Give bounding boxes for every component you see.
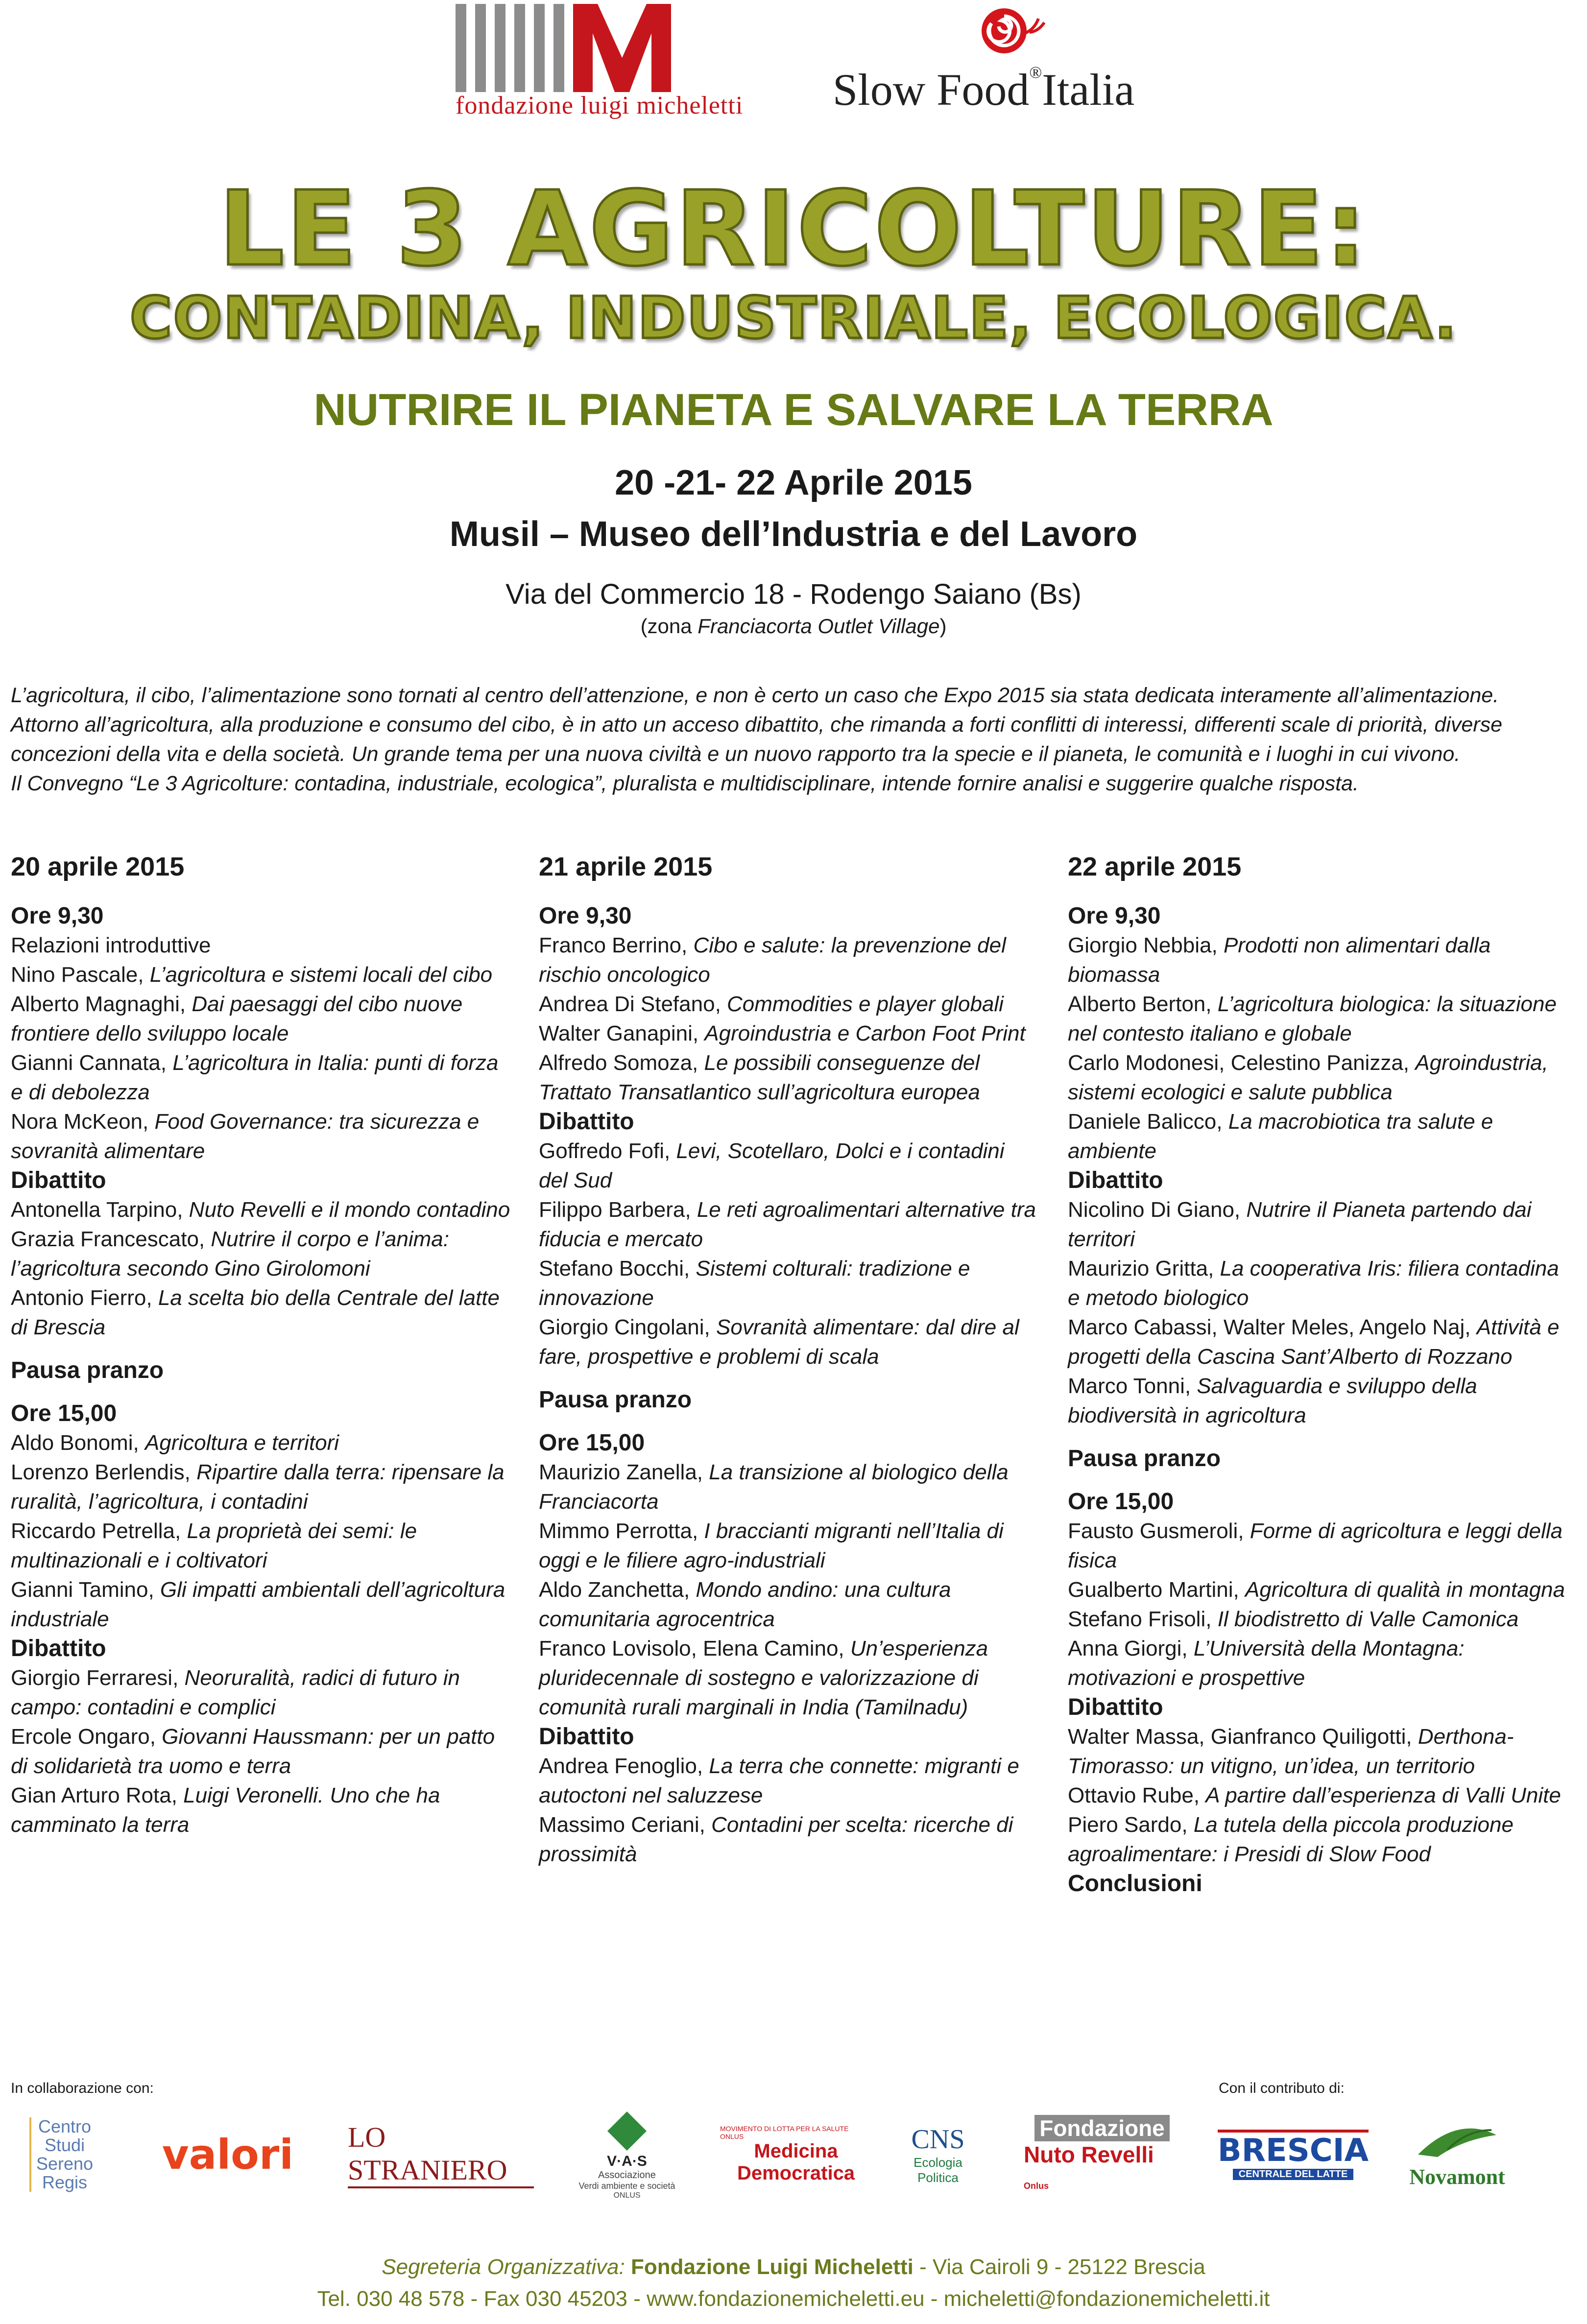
talk-title: Gli impatti ambientali dell’agricoltura industriale [11,1578,505,1631]
sub-title: CONTADINA, INDUSTRIALE, ECOLOGICA. [129,284,1458,352]
event-venue: Musil – Museo dell’Industria e del Lavoro [449,515,1138,554]
fondazione-bars-mark [456,4,686,92]
speaker-name: Franco Lovisolo, Elena Camino, [539,1636,850,1660]
speaker-name: Filippo Barbera, [539,1198,697,1222]
program-entry [539,1752,1038,1810]
program-entry [539,1254,1038,1313]
spacer [1068,1473,1567,1487]
collaboration-label: In collaborazione con: [11,2080,154,2096]
program-entry [539,990,1038,1019]
program-entry [11,1663,510,1722]
talk-title: Agricoltura e territori [144,1431,339,1455]
program-entry [1068,1195,1567,1254]
program-day-1 [11,850,510,1840]
speaker-name: Nora McKeon, [11,1110,155,1134]
talk-title: La scelta bio della Centrale del latte di Brescia [11,1286,500,1339]
speaker-name: Riccardo Petrella, [11,1519,187,1543]
speaker-name: Ottavio Rube, [1068,1783,1206,1807]
program-entry [1068,1722,1567,1781]
speaker-name: Maurizio Gritta, [1068,1257,1220,1281]
talk-title: Agricoltura di qualità in montagna [1245,1578,1565,1602]
session-heading: Dibattito [1068,1167,1163,1193]
speaker-name: Daniele Balicco, [1068,1110,1228,1134]
speaker-name: Stefano Frisoli, [1068,1607,1218,1631]
talk-title: Food Governance: tra sicurezza e sovranità alimentare [11,1110,480,1163]
speaker-name: Andrea Fenoglio, [539,1754,709,1778]
talk-title: Cibo e salute: la prevenzione del rischio oncologico [539,933,1006,987]
speaker-name: Nino Pascale, [11,963,150,987]
session-heading: Pausa pranzo [1068,1446,1221,1471]
fondazione-micheletti-logo [456,4,749,117]
talk-title: Le possibili conseguenze del Trattato Transatlantico sull’agricoltura europea [539,1051,980,1104]
program-entry [1068,1313,1567,1372]
talk-title: Contadini per scelta: ricerche di prossimità [539,1813,1013,1866]
program-entry [11,1722,510,1781]
day-title: 21 aprile 2015 [539,852,713,881]
program-entry [11,1458,510,1517]
talk-title: Nutrire il Pianeta partendo dai territori [1068,1198,1532,1251]
session-heading: Dibattito [1068,1694,1163,1720]
program-entry [539,1458,1038,1517]
speaker-name: Andrea Di Stefano, [539,992,727,1016]
program-entry [11,1428,510,1458]
talk-title: Prodotti non alimentari dalla biomassa [1068,933,1491,987]
talk-title: La cooperativa Iris: filiera contadina e metodo biologico [1068,1257,1559,1310]
speaker-name: Nicolino Di Giano, [1068,1198,1247,1222]
program-entry [539,1019,1038,1048]
speaker-name: Stefano Bocchi, [539,1257,696,1281]
vas-leaf-icon [602,2109,651,2153]
talk-title: La terra che connette: migranti e autoctoni nel saluzzese [539,1754,1019,1807]
day-title: 20 aprile 2015 [11,852,185,881]
talk-title: La macrobiotica tra salute e ambiente [1068,1110,1493,1163]
speaker-name: Giorgio Ferraresi, [11,1666,185,1690]
program-entry [1068,1634,1567,1693]
program-entry [11,1517,510,1575]
talk-title: Agroindustria, sistemi ecologici e salute pubblica [1068,1051,1548,1104]
speaker-name: Carlo Modonesi, Celestino Panizza, [1068,1051,1416,1075]
talk-title: Dai paesaggi del cibo nuove frontiere dello sviluppo locale [11,992,463,1045]
program-entry [1068,1575,1567,1605]
event-address: Via del Commercio 18 - Rodengo Saiano (Bs) [505,578,1082,610]
program-entry [1068,1605,1567,1634]
spacer [1068,1430,1567,1444]
session-heading: Dibattito [11,1167,106,1193]
program-entry [1068,1372,1567,1430]
speaker-name: Anna Giorgi, [1068,1636,1194,1660]
talk-title: Un’esperienza pluridecennale di sostegno e valorizzazione di comunità rurali marginali in India (Tamilnadu) [539,1636,988,1719]
talk-title: L’agricoltura e sistemi locali del cibo [149,963,493,987]
fondazione-m-mark [573,4,671,92]
session-heading: Dibattito [11,1636,106,1661]
speaker-name: Antonella Tarpino, [11,1198,189,1222]
vas-logo: V·A·S Associazione Verdi ambiente e società ONLUS [563,2106,691,2204]
spacer [539,1372,1038,1385]
snail-icon [970,4,1053,58]
session-heading: Ore 9,30 [11,903,104,929]
day-title: 22 aprile 2015 [1068,852,1242,881]
speaker-name: Alfredo Somoza, [539,1051,704,1075]
session-heading: Ore 15,00 [539,1430,645,1456]
speaker-name: Maurizio Zanella, [539,1460,709,1484]
centrale-latte-brescia-logo: BRESCIA CENTRALE DEL LATTE [1220,2106,1367,2204]
spacer [11,1385,510,1399]
speaker-name: Gualberto Martini, [1068,1578,1245,1602]
speaker-name: Gian Arturo Rota, [11,1783,184,1807]
slowfood-name: Slow Food®Italia [833,64,1135,115]
program-entry [539,1195,1038,1254]
talk-title: Commodities e player globali [727,992,1004,1016]
session-heading: Ore 9,30 [1068,903,1161,929]
speaker-name: Giorgio Cingolani, [539,1315,716,1339]
program-entry [539,1137,1038,1195]
speaker-name: Goffredo Fofi, [539,1139,676,1163]
talk-title: Sistemi colturali: tradizione e innovazione [539,1257,970,1310]
footer-secretariat: Segreteria Organizzativa: Fondazione Luigi Micheletti - Via Cairoli 9 - 25122 Brescia [382,2255,1205,2279]
intro-line: Attorno all’agricoltura, alla produzione e consumo del cibo, è in atto un acceso dibattito, che rimanda a forti conflitti di interessi, differenti scale di priorità, diverse [11,713,1503,736]
intro-line: L’agricoltura, il cibo, l’alimentazione sono tornati al centro dell’attenzione, e non è certo un caso che Expo 2015 sia stata dedicata interamente all’alimentazione. [11,684,1499,707]
medicina-democratica-logo: MOVIMENTO DI LOTTA PER LA SALUTE ONLUS Medicina Democratica [720,2125,855,2184]
intro-paragraph [11,681,1578,798]
talk-title: Luigi Veronelli. Uno che ha camminato la terra [11,1783,440,1837]
program-entry [1068,1107,1567,1166]
program-entry [1068,1048,1567,1107]
footer-contacts[interactable]: Tel. 030 48 578 - Fax 030 45203 - www.fondazionemicheletti.eu - micheletti@fondazionemicheletti.it [317,2287,1270,2311]
program-entry [11,960,510,990]
program-entry [539,1048,1038,1107]
session-heading: Pausa pranzo [539,1387,692,1413]
speaker-name: Ercole Ongaro, [11,1725,162,1749]
session-heading: Pausa pranzo [11,1357,164,1383]
program-entry [539,1313,1038,1372]
speaker-name: Antonio Fierro, [11,1286,158,1310]
fondazione-nuto-revelli-logo: Fondazione Nuto Revelli Onlus [1024,2106,1180,2204]
speaker-name: Alberto Magnaghi, [11,992,192,1016]
talk-title: I braccianti migranti nell’Italia di oggi e le filiere agro-industriali [539,1519,1004,1572]
talk-title: Giovanni Haussmann: per un patto di solidarietà tra uomo e terra [11,1725,495,1778]
speaker-name: Lorenzo Berlendis, [11,1460,197,1484]
program-entry [539,1517,1038,1575]
talk-title: L’Università della Montagna: motivazioni e prospettive [1068,1636,1465,1690]
program-entry [11,1195,510,1225]
session-note: Relazioni introduttive [11,933,211,957]
tagline: NUTRIRE IL PIANETA E SALVARE LA TERRA [313,385,1274,435]
program-entry [539,1634,1038,1722]
program-entry [1068,1810,1567,1869]
speaker-name: Piero Sardo, [1068,1813,1194,1837]
event-dates: 20 -21- 22 Aprile 2015 [615,463,972,502]
speaker-name: Alberto Berton, [1068,992,1218,1016]
talk-title: L’agricoltura biologica: la situazione nel contesto italiano e globale [1068,992,1557,1045]
talk-title: Sovranità alimentare: dal dire al fare, prospettive e problemi di scala [539,1315,1019,1369]
speaker-name: Massimo Ceriani, [539,1813,712,1837]
talk-title: Attività e progetti della Cascina Sant’Alberto di Rozzano [1068,1315,1560,1369]
talk-title: La tutela della piccola produzione agroalimentare: i Presidi di Slow Food [1068,1813,1514,1866]
talk-title: La transizione al biologico della Franciacorta [539,1460,1009,1514]
talk-title: A partire dall’esperienza di Valli Unite [1205,1783,1561,1807]
speaker-name: Marco Tonni, [1068,1374,1197,1398]
program-entry [11,1283,510,1342]
talk-title: Il biodistretto di Valle Camonica [1217,1607,1519,1631]
talk-title: Le reti agroalimentari alternative tra fiducia e mercato [539,1198,1036,1251]
talk-title: L’agricoltura in Italia: punti di forza e di debolezza [11,1051,499,1104]
program-day-3 [1068,850,1567,1898]
event-zone: (zona Franciacorta Outlet Village) [640,615,947,638]
speaker-name: Gianni Cannata, [11,1051,173,1075]
session-heading: Ore 15,00 [11,1400,117,1426]
program-entry [1068,1781,1567,1810]
program-entry [11,1575,510,1634]
session-heading: Conclusioni [1068,1871,1202,1897]
spacer [539,1415,1038,1428]
intro-line: concezioni della vita e della società. Un grande tema per una nuova civiltà e un nuovo rapporto tra la specie e il pianeta, le comunità e i luoghi in cui vivono. [11,742,1461,766]
program-entry [11,1107,510,1166]
program-entry [1068,1517,1567,1575]
program-entry [539,1810,1038,1869]
session-heading: Dibattito [539,1109,634,1135]
speaker-name: Aldo Bonomi, [11,1431,145,1455]
lo-straniero-logo: LO STRANIERO [348,2106,534,2204]
program-entry [11,1048,510,1107]
program-entry [539,1575,1038,1634]
session-heading: Dibattito [539,1724,634,1750]
centro-studi-sereno-regis-logo: Centro Studi Sereno Regis [10,2106,113,2204]
talk-title: Mondo andino: una cultura comunitaria agrocentrica [539,1578,951,1631]
contribution-label: Con il contributo di: [1219,2080,1345,2096]
program-entry [1068,990,1567,1048]
program-day-2 [539,850,1038,1869]
speaker-name: Mimmo Perrotta, [539,1519,704,1543]
program-entry [11,990,510,1048]
talk-title: Nutrire il corpo e l’anima: l’agricoltura secondo Gino Girolomoni [11,1227,449,1281]
speaker-name: Fausto Gusmeroli, [1068,1519,1250,1543]
session-heading: Ore 15,00 [1068,1489,1174,1515]
speaker-name: Walter Massa, Gianfranco Quiligotti, [1068,1725,1418,1749]
novamont-logo: Novamont [1381,2106,1533,2204]
speaker-name: Aldo Zanchetta, [539,1578,696,1602]
talk-title: Derthona-Timorasso: un vitigno, un’idea, un territorio [1068,1725,1514,1778]
speaker-name: Walter Ganapini, [539,1021,705,1045]
cns-ecologia-politica-logo: CNS Ecologia Politica [911,2124,965,2185]
novamont-leaf-icon [1408,2120,1506,2164]
talk-title: Neoruralità, radici di futuro in campo: contadini e complici [11,1666,460,1719]
talk-title: La proprietà dei semi: le multinazionali e i coltivatori [11,1519,417,1572]
program-entry [11,1225,510,1283]
program-entry [1068,931,1567,990]
talk-title: Ripartire dalla terra: ripensare la ruralità, l’agricoltura, i contadini [11,1460,505,1514]
spacer [11,1342,510,1356]
main-title: LE 3 AGRICOLTURE: [218,169,1369,289]
speaker-name: Grazia Francescato, [11,1227,211,1251]
speaker-name: Marco Cabassi, Walter Meles, Angelo Naj, [1068,1315,1477,1339]
talk-title: Forme di agricoltura e leggi della fisica [1068,1519,1563,1572]
talk-title: Levi, Scotellaro, Dolci e i contadini del Sud [539,1139,1005,1192]
talk-title: Salvaguardia e sviluppo della biodiversità in agricoltura [1068,1374,1477,1427]
fondazione-name: fondazione luigi micheletti [456,92,744,119]
program-entry [11,1781,510,1840]
intro-line: Il Convegno “Le 3 Agricolture: contadina, industriale, ecologica”, pluralista e multidisciplinare, intende fornire analisi e suggerire qualche risposta. [11,772,1359,795]
session-heading: Ore 9,30 [539,903,632,929]
talk-title: Nuto Revelli e il mondo contadino [189,1198,510,1222]
speaker-name: Franco Berrino, [539,933,694,957]
slowfood-logo [833,0,1185,118]
program-entry [539,931,1038,990]
speaker-name: Giorgio Nebbia, [1068,933,1224,957]
talk-title: Agroindustria e Carbon Foot Print [704,1021,1026,1045]
valori-logo: valori [162,2131,294,2179]
program-entry [1068,1254,1567,1313]
speaker-name: Gianni Tamino, [11,1578,160,1602]
